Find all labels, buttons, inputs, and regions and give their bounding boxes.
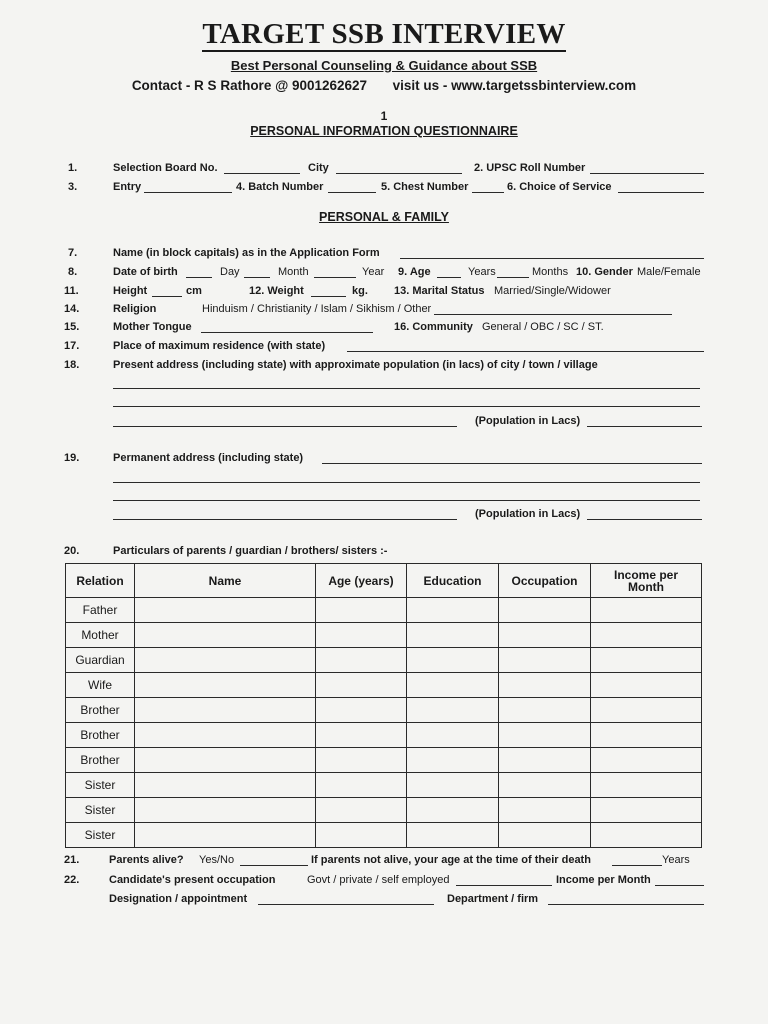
relation-cell: Sister	[66, 798, 135, 823]
q17-number: 17.	[64, 340, 80, 352]
selection-board-field[interactable]	[224, 173, 300, 174]
table-header-row	[66, 564, 702, 598]
years-label: Years	[468, 266, 496, 278]
permanent-address-line-1[interactable]	[322, 463, 702, 464]
age-cell[interactable]	[316, 798, 407, 823]
name-cell[interactable]	[135, 823, 316, 848]
occupation-cell[interactable]	[499, 773, 591, 798]
weight-field[interactable]	[311, 296, 346, 297]
education-cell[interactable]	[407, 748, 499, 773]
occupation-cell[interactable]	[499, 823, 591, 848]
education-cell[interactable]	[407, 698, 499, 723]
occupation-cell[interactable]	[499, 623, 591, 648]
age-cell[interactable]	[316, 748, 407, 773]
dob-label: Date of birth	[113, 266, 178, 278]
religion-label: Religion	[113, 303, 157, 315]
entry-field[interactable]	[144, 192, 232, 193]
designation-field[interactable]	[258, 904, 434, 905]
permanent-address-line-4[interactable]	[113, 519, 457, 520]
q7-number: 7.	[68, 247, 78, 259]
column-header: Income per Month	[591, 564, 702, 598]
community-label: 16. Community	[394, 321, 473, 333]
name-cell[interactable]	[135, 748, 316, 773]
education-cell[interactable]	[407, 723, 499, 748]
page-title: TARGET SSB INTERVIEW	[202, 18, 566, 50]
community-options[interactable]: General / OBC / SC / ST.	[482, 321, 604, 333]
questionnaire-title: PERSONAL INFORMATION QUESTIONNAIRE	[250, 124, 518, 138]
table-row	[66, 823, 702, 848]
q11-number: 11.	[64, 285, 79, 297]
age-cell[interactable]	[316, 648, 407, 673]
age-cell[interactable]	[316, 823, 407, 848]
income-cell[interactable]	[591, 648, 702, 673]
q18-number: 18.	[64, 359, 80, 371]
department-label: Department / firm	[447, 893, 539, 905]
age-cell[interactable]	[316, 623, 407, 648]
day-label: Day	[220, 266, 240, 278]
family-particulars-label: Particulars of parents / guardian / brothers/ sisters :-	[113, 545, 388, 557]
q1-number: 1.	[68, 162, 78, 174]
relation-cell: Brother	[66, 748, 135, 773]
religion-options[interactable]: Hinduism / Christianity / Islam / Sikhism / Other	[202, 303, 432, 315]
present-population-field[interactable]	[587, 426, 702, 427]
age-cell[interactable]	[316, 673, 407, 698]
income-cell[interactable]	[591, 698, 702, 723]
education-cell[interactable]	[407, 823, 499, 848]
parents-alive-field[interactable]	[240, 865, 308, 866]
family-table	[65, 563, 702, 848]
mother-tongue-field[interactable]	[201, 332, 373, 333]
q8-number: 8.	[68, 266, 78, 278]
income-cell[interactable]	[591, 823, 702, 848]
permanent-address-line-3[interactable]	[113, 500, 700, 501]
name-cell[interactable]	[135, 623, 316, 648]
batch-number-label: 4. Batch Number	[236, 181, 324, 193]
name-cell[interactable]	[135, 673, 316, 698]
permanent-population-field[interactable]	[587, 519, 702, 520]
name-cell[interactable]	[135, 773, 316, 798]
dob-day-field[interactable]	[186, 277, 212, 278]
contact-text: Contact - R S Rathore @ 9001262627	[131, 78, 368, 93]
age-cell[interactable]	[316, 598, 407, 623]
present-occupation-label: Candidate's present occupation	[109, 874, 276, 886]
education-cell[interactable]	[407, 598, 499, 623]
choice-of-service-field[interactable]	[618, 192, 704, 193]
height-field[interactable]	[152, 296, 182, 297]
name-cell[interactable]	[135, 598, 316, 623]
dob-year-field[interactable]	[314, 277, 356, 278]
occupation-cell[interactable]	[499, 648, 591, 673]
height-label: Height	[113, 285, 148, 297]
name-field[interactable]	[400, 258, 704, 259]
chest-number-field[interactable]	[472, 192, 504, 193]
q21-number: 21.	[64, 854, 80, 866]
marital-status-options[interactable]: Married/Single/Widower	[494, 285, 611, 297]
column-header: Education	[407, 564, 499, 598]
present-address-line-1[interactable]	[113, 388, 700, 389]
subtitle: Best Personal Counseling & Guidance about SSB	[230, 58, 538, 73]
table-row	[66, 623, 702, 648]
relation-cell: Brother	[66, 698, 135, 723]
education-cell[interactable]	[407, 623, 499, 648]
q22-number: 22.	[64, 874, 80, 886]
occupation-cell[interactable]	[499, 673, 591, 698]
name-cell[interactable]	[135, 698, 316, 723]
website-text: visit us - www.targetssbinterview.com	[392, 78, 637, 93]
city-label: City	[308, 162, 329, 174]
page-number: 1	[380, 109, 388, 123]
weight-label: 12. Weight	[249, 285, 304, 297]
age-label: 9. Age	[398, 266, 431, 278]
entry-label: Entry	[113, 181, 142, 193]
batch-number-field[interactable]	[328, 192, 376, 193]
table-row	[66, 598, 702, 623]
age-cell[interactable]	[316, 723, 407, 748]
column-header: Name	[135, 564, 316, 598]
table-row	[66, 648, 702, 673]
selection-board-label: Selection Board No.	[113, 162, 218, 174]
income-per-month-field[interactable]	[655, 885, 704, 886]
table-row	[66, 723, 702, 748]
column-header: Relation	[66, 564, 135, 598]
income-cell[interactable]	[591, 673, 702, 698]
age-cell[interactable]	[316, 698, 407, 723]
relation-cell: Guardian	[66, 648, 135, 673]
permanent-address-line-2[interactable]	[113, 482, 700, 483]
education-cell[interactable]	[407, 773, 499, 798]
contact-line	[0, 78, 768, 93]
marital-status-label: 13. Marital Status	[394, 285, 485, 297]
gender-label: 10. Gender	[576, 266, 633, 278]
occupation-cell[interactable]	[499, 798, 591, 823]
parents-death-age-label: If parents not alive, your age at the time of their death	[311, 854, 591, 866]
name-cell[interactable]	[135, 723, 316, 748]
max-residence-field[interactable]	[347, 351, 704, 352]
department-field[interactable]	[548, 904, 704, 905]
education-cell[interactable]	[407, 798, 499, 823]
parents-alive-options[interactable]: Yes/No	[199, 854, 235, 866]
designation-label: Designation / appointment	[109, 893, 248, 905]
cm-label: cm	[186, 285, 202, 297]
relation-cell: Brother	[66, 723, 135, 748]
present-address-label: Present address (including state) with approximate population (in lacs) of city / town / village	[113, 359, 598, 371]
column-header: Occupation	[499, 564, 591, 598]
table-row	[66, 798, 702, 823]
income-cell[interactable]	[591, 798, 702, 823]
education-cell[interactable]	[407, 648, 499, 673]
q15-number: 15.	[64, 321, 80, 333]
gender-options[interactable]: Male/Female	[637, 266, 701, 278]
parents-alive-label: Parents alive?	[109, 854, 184, 866]
section-title-personal-family: PERSONAL & FAMILY	[319, 210, 449, 224]
table-row	[66, 773, 702, 798]
q20-number: 20.	[64, 545, 80, 557]
present-population-label: (Population in Lacs)	[475, 415, 581, 427]
present-address-line-2[interactable]	[113, 406, 700, 407]
chest-number-label: 5. Chest Number	[381, 181, 469, 193]
year-label: Year	[362, 266, 385, 278]
month-label: Month	[278, 266, 309, 278]
age-cell[interactable]	[316, 773, 407, 798]
education-cell[interactable]	[407, 673, 499, 698]
relation-cell: Wife	[66, 673, 135, 698]
q3-number: 3.	[68, 181, 78, 193]
age-years-field[interactable]	[437, 277, 461, 278]
parents-death-age-field[interactable]	[612, 865, 662, 866]
upsc-roll-field[interactable]	[590, 173, 704, 174]
occupation-cell[interactable]	[499, 748, 591, 773]
name-label: Name (in block capitals) as in the Application Form	[113, 247, 380, 259]
present-address-line-3[interactable]	[113, 426, 457, 427]
income-cell[interactable]	[591, 598, 702, 623]
mother-tongue-label: Mother Tongue	[113, 321, 192, 333]
months-label: Months	[532, 266, 569, 278]
income-cell[interactable]	[591, 723, 702, 748]
kg-label: kg.	[352, 285, 368, 297]
years-suffix: Years	[662, 854, 690, 866]
income-cell[interactable]	[591, 748, 702, 773]
table-row	[66, 673, 702, 698]
occupation-field[interactable]	[456, 885, 552, 886]
occupation-cell[interactable]	[499, 598, 591, 623]
income-cell[interactable]	[591, 623, 702, 648]
city-field[interactable]	[336, 173, 462, 174]
permanent-address-label: Permanent address (including state)	[113, 452, 304, 464]
occupation-cell[interactable]	[499, 723, 591, 748]
choice-of-service-label: 6. Choice of Service	[507, 181, 612, 193]
relation-cell: Sister	[66, 773, 135, 798]
relation-cell: Father	[66, 598, 135, 623]
column-header: Age (years)	[316, 564, 407, 598]
table-row	[66, 748, 702, 773]
name-cell[interactable]	[135, 798, 316, 823]
religion-other-field[interactable]	[434, 314, 672, 315]
age-months-field[interactable]	[497, 277, 529, 278]
max-residence-label: Place of maximum residence (with state)	[113, 340, 326, 352]
occupation-options[interactable]: Govt / private / self employed	[307, 874, 450, 886]
relation-cell: Sister	[66, 823, 135, 848]
income-per-month-label: Income per Month	[556, 874, 651, 886]
occupation-cell[interactable]	[499, 698, 591, 723]
name-cell[interactable]	[135, 648, 316, 673]
income-cell[interactable]	[591, 773, 702, 798]
permanent-population-label: (Population in Lacs)	[475, 508, 581, 520]
dob-month-field[interactable]	[244, 277, 270, 278]
q14-number: 14.	[64, 303, 80, 315]
q19-number: 19.	[64, 452, 80, 464]
relation-cell: Mother	[66, 623, 135, 648]
upsc-roll-label: 2. UPSC Roll Number	[474, 162, 586, 174]
table-row	[66, 698, 702, 723]
